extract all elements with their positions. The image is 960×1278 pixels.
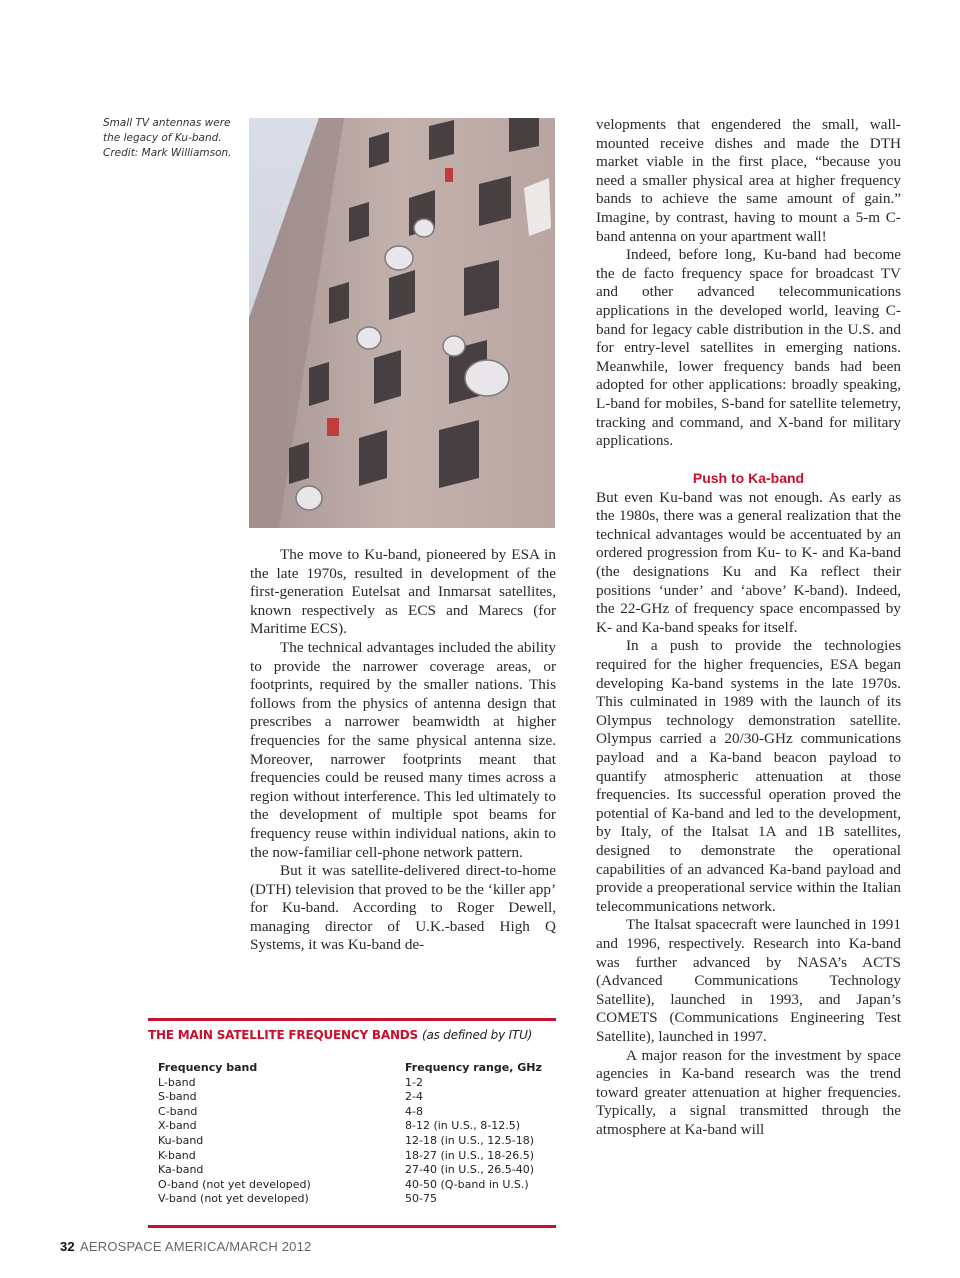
band-range: 50-75 bbox=[405, 1192, 437, 1206]
table-row bbox=[158, 1149, 554, 1164]
photo-caption bbox=[103, 116, 243, 161]
article-column-right bbox=[596, 116, 901, 1139]
caption-line: the legacy of Ku-band. bbox=[103, 132, 222, 144]
table-row bbox=[158, 1119, 554, 1134]
band-range: 1-2 bbox=[405, 1075, 423, 1089]
band-range: 12-18 (in U.S., 12.5-18) bbox=[405, 1133, 535, 1147]
table-row bbox=[158, 1163, 554, 1178]
table-row bbox=[158, 1105, 554, 1120]
table-row bbox=[158, 1134, 554, 1149]
body-paragraph: velopments that engendered the small, wall-mounted receive dishes and made the DTH market viable in the first place, “because you need a smaller physical area at higher frequency bands to achieve the same amount of gain.” Imagine, by contrast, having to mount a 5-m C-band antenna on your apartment wall! bbox=[596, 116, 901, 245]
building-photo bbox=[249, 118, 555, 528]
band-range: 18-27 (in U.S., 18-26.5) bbox=[405, 1148, 535, 1162]
frequency-bands-sidebar bbox=[148, 1018, 556, 1228]
band-name: L-band bbox=[158, 1075, 196, 1089]
table-row bbox=[158, 1090, 554, 1105]
article-column-middle bbox=[250, 546, 556, 955]
body-paragraph: Indeed, before long, Ku-band had become the de facto frequency space for broadcast TV and other advanced telecommunications applications in the developed world, leaving C-band for legacy cable distribution in the U.S. and for entry-level satellites in emerging nations. Meanwhile, lower frequency bands had been adopted for other applications: broadly speaking, L-band for mobiles, S-band for satellite telemetry, tracking and command, and X-band for military applications. bbox=[596, 246, 901, 450]
column-header: Frequency range, GHz bbox=[405, 1061, 542, 1074]
band-name: S-band bbox=[158, 1090, 197, 1104]
body-paragraph: The Italsat spacecraft were launched in 1991 and 1996, respectively. Research into Ka-band was further advanced by NASA’s ACTS (Advanced Communications Technology Satellite), launched in 1993, and Japan’s COMETS (Communications Engineering Test Satellite), launched in 1997. bbox=[596, 916, 901, 1045]
sidebar-title-text: THE MAIN SATELLITE FREQUENCY BANDS bbox=[148, 1028, 418, 1042]
band-range: 27-40 (in U.S., 26.5-40) bbox=[405, 1163, 535, 1177]
table-row bbox=[158, 1192, 554, 1207]
table-row bbox=[158, 1178, 554, 1193]
sidebar-title bbox=[148, 1028, 556, 1042]
caption-line: Credit: Mark Williamson. bbox=[103, 147, 232, 159]
publication-name: AEROSPACE AMERICA/MARCH 2012 bbox=[79, 1239, 312, 1254]
band-name: O-band (not yet developed) bbox=[158, 1177, 311, 1191]
band-name: Ka-band bbox=[158, 1163, 204, 1177]
band-name: C-band bbox=[158, 1104, 198, 1118]
body-paragraph: A major reason for the investment by space agencies in Ka-band research was the trend toward greater attenuation at higher frequencies. Typically, a signal transmitted through the atmosphere at Ka-band will bbox=[596, 1046, 901, 1138]
section-subhead: Push to Ka-band bbox=[692, 469, 805, 486]
sidebar-title-note: (as defined by ITU) bbox=[421, 1028, 533, 1042]
band-range: 8-12 (in U.S., 8-12.5) bbox=[405, 1119, 521, 1133]
band-range: 40-50 (Q-band in U.S.) bbox=[405, 1177, 529, 1191]
band-name: K-band bbox=[158, 1148, 196, 1162]
table-row bbox=[158, 1076, 554, 1091]
band-range: 2-4 bbox=[405, 1090, 423, 1104]
column-header: Frequency band bbox=[158, 1061, 258, 1074]
band-range: 4-8 bbox=[405, 1104, 423, 1118]
building-illustration bbox=[249, 118, 555, 528]
caption-line: Small TV antennas were bbox=[103, 117, 231, 129]
body-paragraph: But even Ku-band was not enough. As early as the 1980s, there was a general realization that the technical advantages would be accentuated by an ordered progression from Ku- to K- and Ka-band (the designations Ku and Ka reflect their positions ‘under’ and ‘above’ K-band). Indeed, the 22-GHz of frequency space encompassed by K- and Ka-band speaks for itself. bbox=[596, 488, 901, 636]
body-paragraph: The technical advantages included the ability to provide the narrower coverage areas, or footprints, required by the smaller nations. This follows from the physics of antenna design that prescribes a narrower beamwidth at higher frequencies for the same physical antenna size. Moreover, narrower footprints meant that frequencies could be reused many times across a region without interference. This led ultimately to the development of multiple spot beams for frequency reuse within individual nations, akin to the now-familiar cell-phone network pattern. bbox=[250, 638, 556, 861]
band-name: V-band (not yet developed) bbox=[158, 1192, 309, 1206]
page-footer bbox=[60, 1239, 311, 1254]
body-paragraph: The move to Ku-band, pioneered by ESA in the late 1970s, resulted in development of the first-generation Eutelsat and Inmarsat satellites, known respectively as ECS and Marecs (for Maritime ECS). bbox=[250, 546, 556, 638]
frequency-table bbox=[158, 1061, 554, 1207]
body-paragraph: But it was satellite-delivered direct-to-home (DTH) television that proved to be the ‘killer app’ for Ku-band. According to Roger Dewell, managing director of U.K.-based High Q Systems, it was Ku-band de- bbox=[250, 862, 556, 954]
band-name: X-band bbox=[158, 1119, 197, 1133]
table-header-row bbox=[158, 1061, 554, 1076]
band-name: Ku-band bbox=[158, 1133, 204, 1147]
body-paragraph: In a push to provide the technologies required for the higher frequencies, ESA began developing Ka-band systems in the late 1970s. This culminated in 1989 with the launch of its Olympus technology demonstration satellite. Olympus carried a 20/30-GHz communications payload and a Ka-band beacon payload to quantify atmospheric attenuation at those frequencies. Its successful operation proved the potential of Ka-band and led to the development, by Italy, of the Italsat 1A and 1B satellites, designed to demonstrate the operational capabilities of an advanced Ka-band payload and provide a preoperational service within the Italian telecommunications network. bbox=[596, 637, 901, 915]
page-number: 32 bbox=[60, 1239, 75, 1254]
